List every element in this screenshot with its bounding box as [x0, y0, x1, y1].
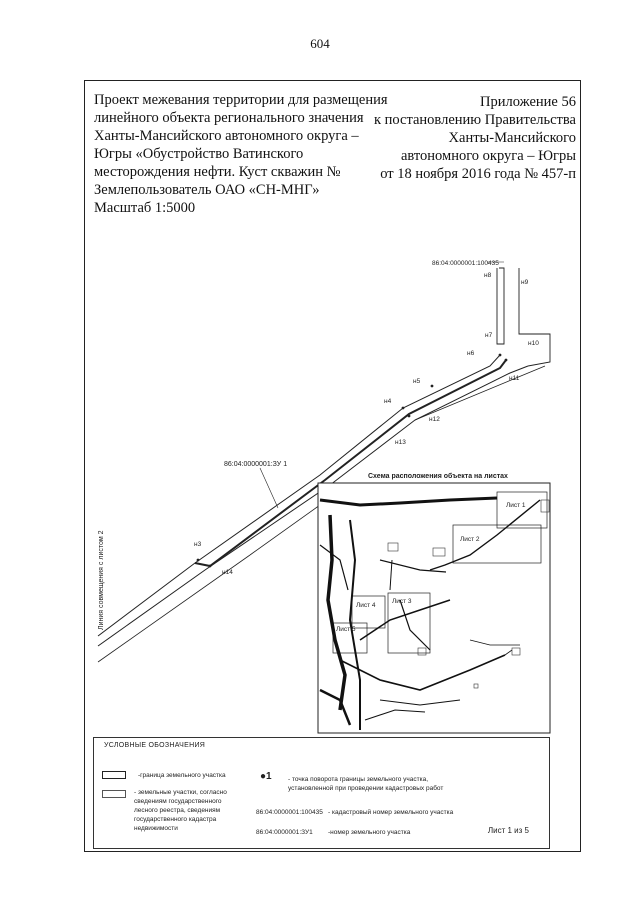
legend-item-line: государственного кадастра	[134, 816, 217, 823]
cadastral-number-label: 86:04:0000001:100435	[432, 260, 499, 267]
legend-item	[288, 775, 443, 793]
header-right-line: автономного округа – Югры	[400, 148, 576, 164]
header-left-line: линейного объекта регионального значения	[94, 110, 364, 126]
inset-sheet-label: Лист 2	[460, 536, 480, 543]
header-left-line: месторождения нефти. Куст скважин №	[94, 164, 341, 180]
forest-parcel-symbol	[102, 790, 126, 798]
inset-scheme	[318, 483, 550, 733]
point-label: н6	[467, 350, 475, 357]
point-label: н5	[413, 378, 421, 385]
header-right-line: к постановлению Правительства	[374, 112, 576, 128]
header-right-line: Ханты-Мансийского	[448, 130, 576, 146]
legend-code: 86:04:0000001:ЗУ1	[256, 829, 313, 836]
header-right-line: от 18 ноября 2016 года № 457-п	[380, 166, 576, 182]
header-left-line: Проект межевания территории для размещения	[94, 92, 388, 108]
inset-sheet-label: Лист 3	[392, 598, 412, 605]
header-left-line: Ханты-Мансийского автономного округа –	[94, 128, 359, 144]
point-label: н9	[521, 279, 529, 286]
legend-item: -граница земельного участка	[138, 772, 226, 779]
header-left-line: Землепользователь ОАО «СН-МНГ»	[94, 182, 320, 198]
legend-item-line: недвижимости	[134, 825, 178, 832]
sheet-join-line-label: Линия совмещения с листом 2	[98, 530, 105, 630]
inset-sheet-label: Лист 1	[506, 502, 526, 509]
legend-title: УСЛОВНЫЕ ОБОЗНАЧЕНИЯ	[104, 742, 206, 749]
legend-item	[134, 788, 227, 833]
legend	[93, 737, 550, 849]
header-left-line: Югры «Обустройство Ватинского	[94, 146, 304, 162]
inset-title: Схема расположения объекта на листах	[368, 473, 508, 480]
legend-code: 86:04:0000001:100435	[256, 809, 323, 816]
point-label: н10	[528, 340, 539, 347]
turning-point-symbol: ●1	[260, 771, 272, 782]
legend-item: - кадастровый номер земельного участка	[328, 809, 454, 816]
page-number: 604	[310, 36, 330, 51]
point-label: н4	[384, 398, 392, 405]
legend-item-line: - земельные участки, согласно	[134, 789, 227, 796]
point-label: н12	[429, 416, 440, 423]
inset-sheet-label: Лист 4	[356, 602, 376, 609]
legend-item: -номер земельного участка	[328, 829, 411, 836]
legend-item-line: лесного реестра, сведениям	[134, 807, 221, 814]
parcel-number-label: 86:04:0000001:ЗУ 1	[224, 461, 288, 468]
legend-item-line: сведениям государственного	[134, 798, 222, 805]
header-left-line: Масштаб 1:5000	[94, 200, 196, 216]
point-label: н8	[484, 272, 492, 279]
point-label: н14	[222, 569, 233, 576]
point-label: н7	[485, 332, 493, 339]
point-label: н13	[395, 439, 406, 446]
legend-item-line: - точка поворота границы земельного участка,	[288, 776, 429, 783]
header-right-line: Приложение 56	[480, 94, 576, 110]
sheet-counter: Лист 1 из 5	[487, 826, 529, 835]
legend-item-line: установленной при проведении кадастровых работ	[288, 785, 444, 792]
point-label: н11	[509, 375, 520, 382]
inset-sheet-label: Лист 5	[336, 626, 356, 633]
point-label: н3	[194, 541, 202, 548]
parcel-boundary-symbol	[102, 771, 126, 779]
